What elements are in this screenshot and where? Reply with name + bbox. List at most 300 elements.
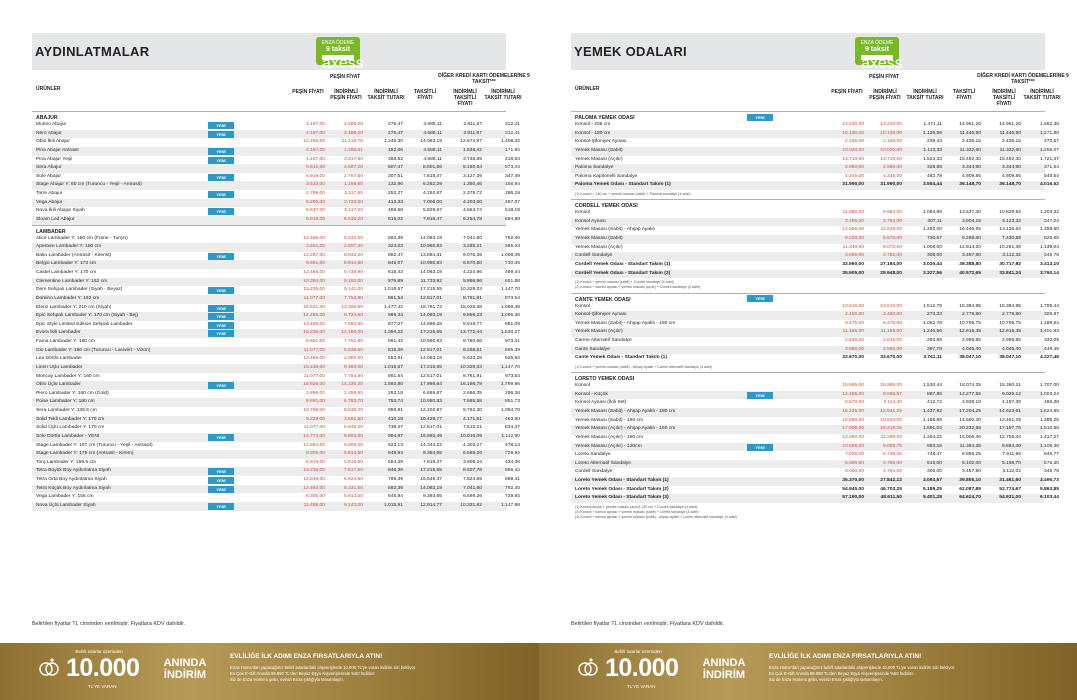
promo-aninda: ANINDA: [702, 657, 746, 669]
price-cell: 38.047,10: [999, 355, 1021, 361]
price-cell: 1.530,27: [500, 330, 520, 336]
installment-logo: [316, 37, 364, 72]
price-cell: 692,39: [388, 235, 403, 241]
product-name: Cordell Sandalye: [575, 253, 613, 259]
price-cell: 17.215,55: [420, 330, 442, 336]
product-name: Sole Abajur: [36, 173, 62, 179]
table-row: [32, 207, 520, 216]
product-name: Lea Dörtlü Lambader: [36, 356, 82, 362]
price-cell: 4.985,00: [343, 356, 363, 362]
price-cell: 14.335,20: [341, 382, 363, 388]
column-header: İNDİRİMLİ TAKSİT TUTARI: [1023, 89, 1061, 101]
section-notes: [571, 278, 1045, 292]
price-cell: 646,07: [388, 261, 403, 267]
product-name: Moncay Lambader Y: 160 cm: [36, 373, 100, 379]
section-heading: [571, 111, 1045, 121]
price-cell: 1.147,98: [500, 502, 520, 508]
price-cell: 33.670,00: [842, 355, 864, 361]
product-name: Fama Lambader Y: 160 cm: [36, 339, 95, 344]
price-cell: 3.741,11: [923, 355, 942, 361]
price-cell: 1.799,86: [500, 382, 520, 388]
price-cell: 1.246,30: [383, 139, 403, 145]
column-header: TAKSİTLİ FİYATI: [413, 89, 437, 101]
table-row: [571, 494, 1059, 503]
product-name: Cante Yemek Odası - Standart Takım (1): [575, 355, 667, 361]
price-cell: 4.203,60: [462, 199, 482, 205]
price-cell: 8.760,66: [462, 339, 482, 344]
price-cell: 2.754,00: [882, 469, 902, 475]
table-row: [32, 295, 520, 304]
price-cell: 15.649,37: [420, 477, 442, 482]
price-cell: 15.360,21: [999, 383, 1021, 389]
price-cell: 1.385,25: [1039, 417, 1059, 423]
table-row: [571, 226, 1059, 235]
product-name: Tetra Küçük Boy Aydınlatma Siyah: [36, 485, 111, 491]
product-name: Yemek Masası (Sabit) - 160 cm: [575, 417, 644, 423]
price-cell: 10.950,83: [420, 339, 442, 344]
price-cell: 347,04: [1044, 218, 1059, 224]
price-cell: 5.866,96: [462, 278, 482, 284]
new-badge: YENİ: [208, 477, 234, 484]
logo-sub-text: axess: [861, 55, 903, 72]
price-cell: 4.224,96: [462, 270, 482, 275]
price-cell: 18.074,35: [959, 383, 981, 389]
table-row: [32, 373, 520, 382]
price-cell: 9.363,00: [343, 364, 363, 370]
table-row: [571, 477, 1059, 486]
table-row: [571, 328, 1059, 337]
new-badge: YENİ: [208, 208, 234, 215]
price-cell: 3.691,60: [343, 416, 363, 422]
price-cell: 9.612,00: [305, 165, 325, 171]
price-cell: 12.517,01: [420, 347, 442, 353]
price-cell: 1.368,51: [343, 147, 363, 153]
new-badge: YENİ: [208, 305, 234, 312]
price-cell: 2.988,85: [961, 338, 981, 344]
price-cell: 10.533,00: [880, 417, 902, 423]
price-cell: 11.077,00: [303, 295, 325, 301]
price-cell: 459,58: [388, 208, 403, 214]
table-row: [32, 381, 520, 390]
price-cell: 449,49: [1044, 346, 1059, 352]
price-cell: 10.950,83: [420, 399, 442, 405]
price-cell: 545,54: [1044, 173, 1059, 179]
product-name: Sera Lambader Y: 139.5 cm: [36, 408, 97, 413]
price-cell: 8.639,20: [343, 408, 363, 413]
price-cell: 12.616,45: [999, 329, 1021, 335]
price-cell: 1.159,60: [343, 182, 363, 188]
price-cell: 9.384,65: [422, 494, 442, 500]
price-cell: 5.813,50: [343, 451, 363, 457]
price-cell: 4.171,51: [462, 416, 482, 422]
price-cell: 9.884,40: [1001, 443, 1021, 449]
price-cell: 5.538,50: [343, 347, 363, 353]
section-name: CANTE YEMEK ODASI: [575, 296, 631, 303]
price-cell: 4.597,20: [343, 165, 363, 171]
price-cell: 31.990,00: [842, 182, 864, 188]
section-heading: [32, 225, 506, 235]
price-cell: 7.925,00: [844, 452, 864, 458]
price-cell: 1.408,32: [500, 139, 520, 145]
product-name: Stage Lambader Y: 187 cm (Turuncu - Yeşil - Antrasit): [36, 442, 153, 448]
price-cell: 5.600,00: [844, 460, 864, 466]
price-cell: 15.219,25: [880, 426, 902, 432]
price-cell: 1.003,24: [1039, 391, 1059, 397]
price-cell: 14.660,40: [959, 417, 981, 423]
table-row: [32, 190, 520, 199]
logo-sub-text: axess: [322, 55, 364, 72]
table-row: [571, 417, 1059, 426]
table-row: [32, 121, 520, 130]
price-cell: 3.285,21: [462, 244, 482, 250]
price-cell: 11.288,00: [880, 434, 902, 440]
note-line: (3) Konsol + konsol aynası + yemek masası (sabit) - ahşap ayaklı + Loreto alternatif sandalye (4 adet): [575, 515, 737, 520]
price-cell: 31.990,00: [880, 182, 902, 188]
table-row: [571, 399, 1059, 408]
price-cell: 293,89: [927, 338, 942, 344]
price-cell: 3.748,89: [462, 156, 482, 162]
new-badge: YENİ: [208, 313, 234, 320]
price-cell: 9.288,60: [961, 236, 981, 242]
price-cell: 40.572,65: [959, 270, 981, 276]
new-badge: YENİ: [208, 434, 234, 441]
promo-instant: [157, 657, 213, 681]
price-cell: 15.025,38: [460, 304, 482, 310]
price-cell: 13.849,00: [303, 477, 325, 482]
price-cell: 7.041,60: [462, 235, 482, 241]
price-disclaimer: Belirtilen fiyatlar TL cinsinden verilmiştir. Fiyatlara KDV dahildir.: [571, 621, 725, 627]
price-cell: 171,82: [505, 147, 520, 153]
table-row: [32, 433, 520, 442]
price-table: [32, 111, 520, 511]
price-cell: 8.305,00: [305, 494, 325, 500]
price-cell: 4.045,40: [1001, 346, 1021, 352]
price-cell: 6.252,29: [422, 182, 442, 188]
product-name: Elenz Lambader Y: 210 cm (Siyah): [36, 304, 112, 310]
price-cell: 9.691,00: [305, 339, 325, 344]
price-cell: 10.799,00: [303, 408, 325, 413]
price-cell: 1.707,00: [1039, 383, 1059, 389]
page-title: YEMEK ODALARI: [574, 44, 687, 59]
price-cell: 573,44: [505, 165, 520, 171]
price-cell: 615,43: [388, 270, 403, 275]
price-cell: 15.928,00: [303, 382, 325, 388]
table-row: [571, 244, 1059, 253]
product-name: Loreto Yemek Odası - Standart Takım (2): [575, 486, 669, 492]
price-cell: 1.437,92: [922, 409, 942, 415]
price-cell: 9.005,75: [882, 443, 902, 449]
price-cell: 36.148,70: [999, 182, 1021, 188]
price-cell: 9.475,00: [844, 320, 864, 326]
promo-instant: [696, 657, 752, 681]
price-cell: 3.457,80: [961, 469, 981, 475]
price-cell: 9.475,00: [882, 320, 902, 326]
price-cell: 33.841,24: [999, 270, 1021, 276]
price-cell: 368,62: [388, 156, 403, 162]
table-row: [32, 216, 520, 225]
price-cell: 5.813,50: [343, 494, 363, 500]
product-name: Stage Abajur Y: 60 cm (Turuncu - Yeşil - Antrasit): [36, 182, 142, 188]
table-row: [571, 130, 1059, 139]
price-cell: 1.477,42: [383, 304, 403, 310]
rings-icon: [577, 657, 599, 679]
right-page: [539, 0, 1077, 700]
price-cell: 861,54: [388, 373, 403, 379]
price-cell: 14.623,61: [999, 409, 1021, 415]
price-cell: 973,54: [505, 295, 520, 301]
price-cell: 7.752,80: [343, 339, 363, 344]
new-badge: YENİ: [747, 392, 773, 399]
price-cell: 10.706,75: [999, 320, 1021, 326]
price-cell: 1.147,70: [500, 364, 520, 370]
price-cell: 11.322,60: [959, 147, 981, 153]
price-cell: 6.646,20: [343, 425, 363, 431]
table-row: [32, 235, 520, 244]
price-cell: 17.197,75: [999, 426, 1021, 432]
price-cell: 62.087,85: [959, 486, 981, 492]
price-cell: 6.102,00: [961, 460, 981, 466]
price-cell: 3.651,00: [305, 244, 325, 250]
price-cell: 3.127,39: [462, 173, 482, 179]
table-row: [571, 451, 1059, 460]
price-cell: 845,77: [1044, 452, 1059, 458]
product-name: Dem Sehpalı Lambader (Siyah - Beyaz): [36, 287, 123, 293]
price-cell: 1.709,44: [1039, 303, 1059, 309]
price-cell: 14.555,00: [842, 227, 864, 233]
price-cell: 35.370,00: [842, 478, 864, 484]
table-row: [32, 329, 520, 338]
price-cell: 11.077,00: [303, 425, 325, 431]
price-cell: 1.203,32: [1039, 210, 1059, 216]
price-cell: 2.435,15: [961, 139, 981, 145]
price-cell: 15.235,00: [303, 364, 325, 370]
price-cell: 12.465,00: [303, 313, 325, 319]
price-cell: 54.945,00: [842, 486, 864, 492]
product-name: Murino Abajur: [36, 122, 67, 127]
table-row: [571, 311, 1059, 320]
table-row: [32, 493, 520, 502]
product-name: Konsol-Şifoniyer Aynası: [575, 139, 627, 145]
price-cell: 6.200,00: [305, 199, 325, 205]
price-cell: 15.492,30: [999, 156, 1021, 162]
price-cell: 8.220,00: [844, 236, 864, 242]
table-row: [571, 346, 1059, 355]
price-table: [571, 111, 1059, 523]
price-cell: 54.931,00: [999, 495, 1021, 501]
price-cell: 1.095,36: [500, 313, 520, 319]
price-cell: 584,39: [388, 459, 403, 465]
price-cell: 1.147,70: [500, 287, 520, 293]
table-row: [571, 270, 1059, 279]
price-cell: 273,33: [927, 312, 942, 318]
product-name: Oblo İkili Abajur: [36, 139, 70, 145]
price-cell: 12.465,00: [303, 270, 325, 275]
new-badge: YENİ: [208, 253, 234, 260]
new-badge: YENİ: [208, 157, 234, 164]
price-cell: 239,44: [927, 139, 942, 145]
installment-group-header: DİĞER KREDİ KARTI ÖDEMELERİNE 9 TAKSİT***: [438, 73, 530, 85]
price-cell: 12.455,00: [842, 391, 864, 397]
installment-logo: [855, 37, 903, 72]
rings-icon: [38, 657, 60, 679]
table-row: [571, 121, 1059, 130]
price-cell: 6.231,50: [343, 485, 363, 491]
product-name: Yemek Masası (Açılır) - 160 cm: [575, 434, 644, 440]
table-row: [32, 130, 520, 139]
table-row: [32, 424, 520, 433]
table-row: [32, 485, 520, 494]
section-header: [32, 33, 506, 70]
price-cell: 729,92: [505, 451, 520, 457]
price-cell: 3.020,44: [922, 261, 942, 267]
section-notes: [571, 363, 1045, 372]
price-cell: 14.773,00: [303, 433, 325, 439]
price-cell: 576,30: [1044, 460, 1059, 466]
section-name: LORETO YEMEK ODASI: [575, 376, 635, 383]
price-disclaimer: Belirtilen fiyatlar TL cinsinden verilmiştir. Fiyatlara KDV dahildir.: [32, 621, 186, 627]
price-cell: 1.008,00: [922, 244, 942, 250]
price-cell: 2.460,00: [882, 312, 902, 318]
price-cell: 4.167,00: [305, 122, 325, 127]
price-cell: 4.292,87: [422, 191, 442, 196]
price-cell: 6.919,00: [305, 173, 325, 179]
price-cell: 11.216,70: [341, 139, 363, 145]
price-cell: 8.032,20: [343, 252, 363, 258]
promo-indirim: İNDİRİM: [163, 669, 207, 681]
price-cell: 984,87: [388, 433, 403, 439]
product-name: Konsol: [575, 303, 590, 309]
new-badge: YENİ: [208, 287, 234, 294]
column-headers: [32, 71, 530, 111]
price-cell: 6.576,00: [882, 236, 902, 242]
price-cell: 14.083,19: [420, 139, 442, 145]
price-cell: 1.139,04: [1039, 244, 1059, 250]
price-cell: 7.665,58: [462, 399, 482, 405]
price-cell: 12.463,00: [303, 485, 325, 491]
price-cell: 57.190,00: [842, 495, 864, 501]
price-cell: 7.430,88: [1001, 236, 1021, 242]
price-cell: 466,38: [1044, 400, 1059, 406]
product-name: Torq Lambader Y: 159.5 cm: [36, 459, 96, 465]
price-cell: 1.721,37: [1039, 156, 1059, 162]
table-row: [571, 164, 1059, 173]
price-cell: 6.537,00: [305, 208, 325, 214]
promo-aninda: ANINDA: [163, 657, 207, 669]
price-cell: 1.112,90: [501, 433, 520, 439]
price-cell: 296,26: [505, 390, 520, 396]
product-name: Gio Lambader Y: 160 cm (Turuncu - Lacivert - Vizon): [36, 347, 151, 353]
product-name: Yemek Masası (Açılır): [575, 329, 623, 335]
price-cell: 345,78: [1044, 253, 1059, 259]
price-cell: 10.251,36: [999, 244, 1021, 250]
price-cell: 877,07: [388, 321, 403, 327]
price-cell: 1.052,78: [922, 320, 942, 326]
section-name: LAMBADER: [36, 228, 66, 235]
new-badge: YENİ: [208, 330, 234, 337]
product-name: Konsol - Küçük: [575, 391, 608, 397]
table-row: [571, 252, 1059, 261]
price-cell: 1.015,67: [383, 287, 403, 293]
price-cell: 4.760,00: [882, 460, 902, 466]
price-cell: 11.165,00: [880, 329, 902, 335]
price-cell: 14.083,19: [420, 270, 442, 275]
price-cell: 6.919,00: [305, 459, 325, 465]
price-cell: 753,74: [388, 399, 403, 405]
price-cell: 515,00: [927, 460, 942, 466]
price-cell: 1.910,86: [1039, 426, 1059, 432]
price-cell: 33.670,00: [880, 355, 902, 361]
price-cell: 2.488,20: [343, 130, 363, 136]
note-line: (2) Konsol + konsol aynası + yemek masası (sabit) + Loreto sandalye (4 adet): [575, 510, 699, 515]
price-cell: 17.998,64: [420, 382, 442, 388]
product-name: Epic Style Limited Edition Sehpalı Lambader: [36, 321, 133, 327]
table-row: [571, 138, 1059, 147]
price-cell: 33.960,00: [842, 261, 864, 267]
column-headers: [571, 71, 1069, 111]
price-cell: 887,85: [927, 391, 942, 397]
cash-price-group-header: PEŞİN FİYAT: [868, 74, 899, 80]
price-cell: 5.535,20: [343, 216, 363, 222]
price-cell: 10.706,75: [959, 320, 981, 326]
promo-indirim: İNDİRİM: [702, 669, 746, 681]
product-name: Cordell Yemek Odası - Standart Takım (1): [575, 261, 671, 267]
price-cell: 507,47: [388, 165, 403, 171]
price-cell: 15.995,00: [842, 383, 864, 389]
table-row: [571, 460, 1059, 469]
price-cell: 10.331,82: [460, 502, 482, 508]
promo-headline: EVLİLİĞE İLK ADIMI ENZA FIRSATLARIYLA ATIN!: [230, 653, 383, 660]
price-cell: 2.488,20: [343, 122, 363, 127]
product-name: Linen Uçlu Lambader: [36, 364, 83, 370]
table-row: [32, 173, 520, 182]
product-name: Sole Dörtlü Lambader - YENİ: [36, 433, 100, 439]
price-cell: 969,34: [388, 313, 403, 319]
price-cell: 482,78: [927, 173, 942, 179]
price-cell: 10.950,83: [420, 261, 442, 267]
product-name: Cante Sandalye: [575, 346, 610, 352]
price-cell: 17.204,25: [959, 409, 981, 415]
price-cell: 2.799,00: [305, 191, 325, 196]
table-row: [571, 391, 1059, 400]
price-cell: 3.455,00: [844, 218, 864, 224]
price-cell: 15.235,00: [303, 287, 325, 293]
price-cell: 3.344,80: [961, 165, 981, 171]
table-row: [32, 286, 520, 295]
price-cell: 6.570,50: [462, 261, 482, 267]
product-name: Piero Lambader Y: 160 cm (Gold): [36, 390, 109, 396]
price-cell: 11.077,00: [303, 373, 325, 379]
price-cell: 12.188,00: [341, 330, 363, 336]
price-cell: 1.546,42: [462, 147, 482, 153]
price-cell: 276,47: [388, 122, 403, 127]
note-line: (1) Konsol + yemek masası (sabit) + Cordell sandalye (4 adet): [575, 280, 674, 285]
product-name: Konsol: [575, 383, 590, 389]
price-cell: 694,98: [505, 216, 520, 222]
price-cell: 615,39: [388, 347, 403, 353]
price-cell: 12.755,44: [999, 434, 1021, 440]
price-cell: 869,41: [505, 477, 520, 482]
price-cell: 18.781,73: [420, 304, 442, 310]
column-header: İNDİRİMLİ TAKSİT TUTARI: [484, 89, 522, 101]
price-cell: 6.258,51: [462, 347, 482, 353]
product-name: Evora İkili Lambader: [36, 330, 81, 336]
price-cell: 15.492,30: [959, 156, 981, 162]
price-cell: 7.818,47: [422, 459, 442, 465]
price-cell: 1.254,22: [922, 434, 942, 440]
price-cell: 6.665,87: [422, 390, 442, 396]
column-header: İNDİRİMLİ PEŞİN FİYATI: [869, 89, 901, 101]
price-cell: 2.460,00: [844, 312, 864, 318]
